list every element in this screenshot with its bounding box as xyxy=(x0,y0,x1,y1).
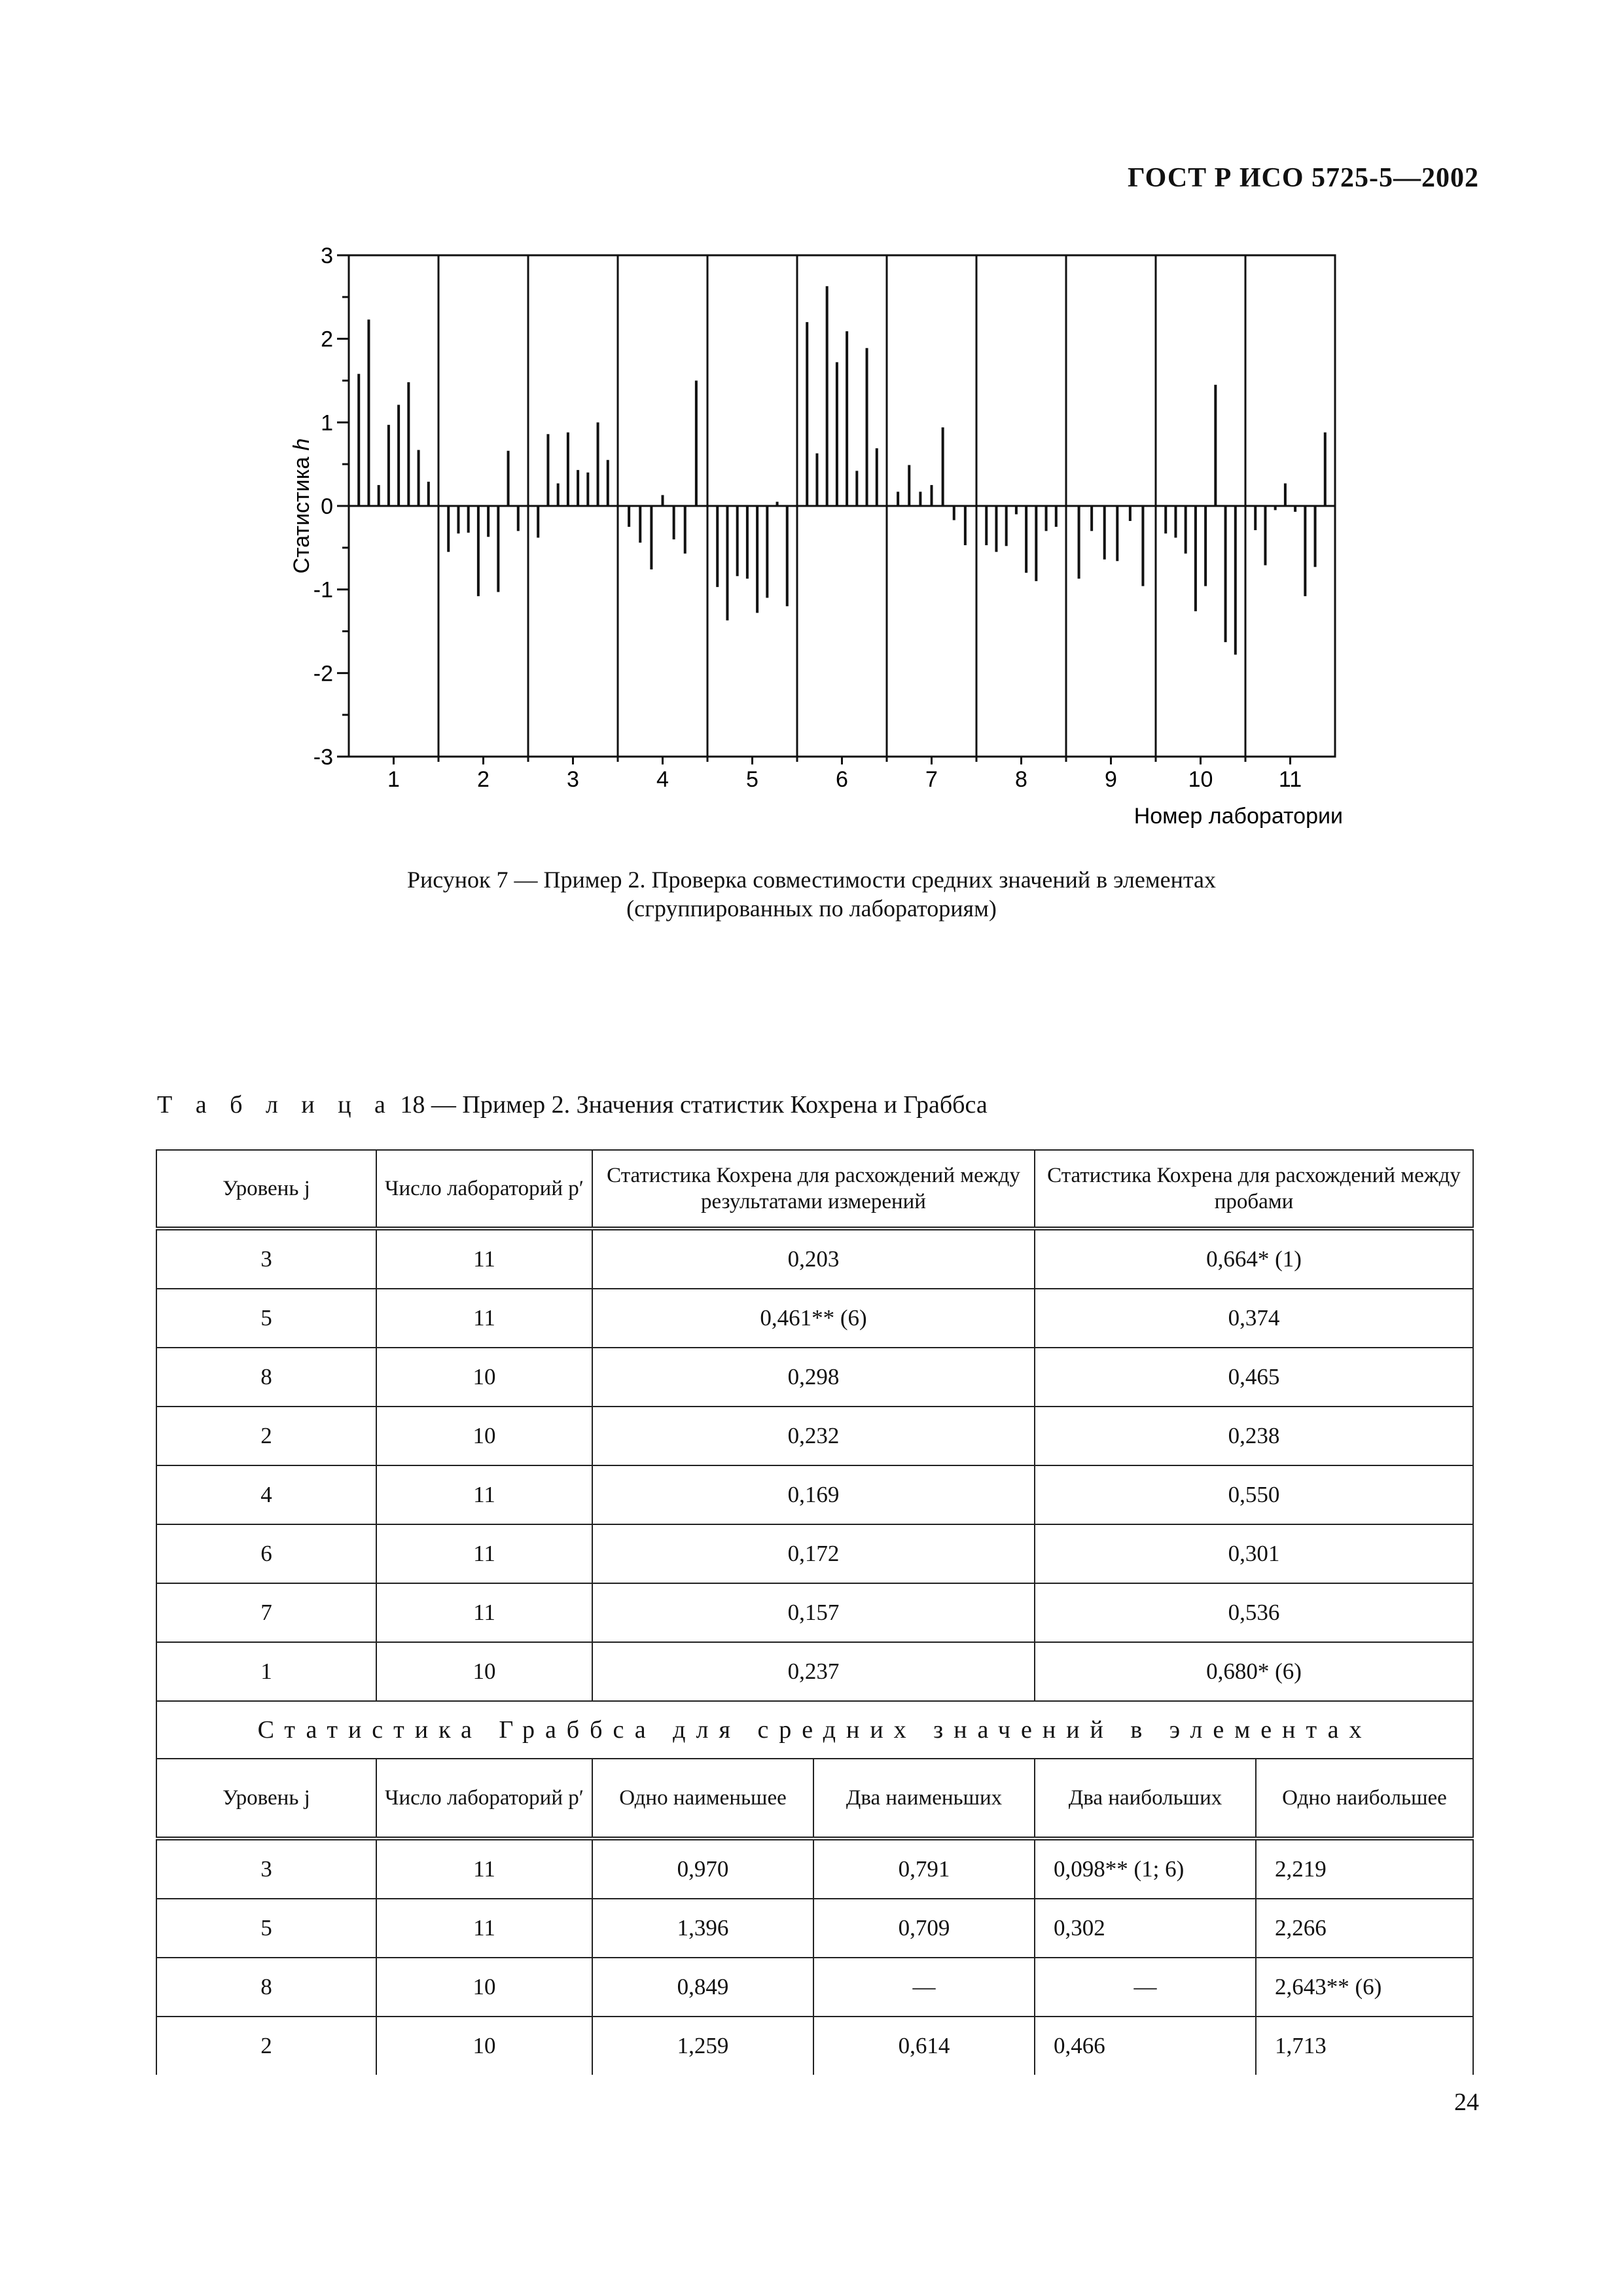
cell-cochran-samples: 0,238 xyxy=(1035,1407,1473,1465)
y-tick-label: -1 xyxy=(313,577,333,603)
x-tick-label: 6 xyxy=(836,767,848,792)
cell-lab-count: 10 xyxy=(376,2017,592,2075)
cell-level: 6 xyxy=(156,1524,376,1583)
cell-cochran-measurements: 0,461** (6) xyxy=(592,1289,1035,1348)
cell-level: 4 xyxy=(156,1465,376,1524)
header-level: Уровень j xyxy=(156,1759,376,1839)
x-tick-label: 10 xyxy=(1188,767,1213,792)
cell-cochran-samples: 0,550 xyxy=(1035,1465,1473,1524)
cell-lab-count: 10 xyxy=(376,1407,592,1465)
table-row xyxy=(156,1899,1473,1958)
y-tick-label: 1 xyxy=(321,410,333,436)
cell-cochran-measurements: 0,157 xyxy=(592,1583,1035,1642)
grubbs-header-row xyxy=(156,1759,1473,1839)
y-tick-label: 0 xyxy=(321,494,333,519)
cell-two-smallest: — xyxy=(813,1958,1035,2017)
table-title-text: 18 — Пример 2. Значения статистик Кохрена и Граббса xyxy=(393,1091,988,1119)
cell-level: 5 xyxy=(156,1289,376,1348)
table-row xyxy=(156,1583,1473,1642)
cell-lab-count: 11 xyxy=(376,1289,592,1348)
cell-cochran-samples: 0,374 xyxy=(1035,1289,1473,1348)
cell-cochran-measurements: 0,172 xyxy=(592,1524,1035,1583)
cell-lab-count: 11 xyxy=(376,1839,592,1899)
x-tick-label: 7 xyxy=(925,767,938,792)
header-cochran-samples: Статистика Кохрена для расхождений между пробами xyxy=(1035,1150,1473,1229)
figure-caption-line1: Рисунок 7 — Пример 2. Проверка совместимости средних значений в элементах xyxy=(406,867,1217,893)
cell-cochran-samples: 0,680* (6) xyxy=(1035,1642,1473,1701)
cell-one-largest: 1,713 xyxy=(1256,2017,1473,2075)
header-one-smallest: Одно наименьшее xyxy=(592,1759,813,1839)
x-axis-label: Номер лаборатории xyxy=(1133,804,1343,829)
cell-two-largest: 0,098** (1; 6) xyxy=(1035,1839,1256,1899)
header-one-largest: Одно наибольшее xyxy=(1256,1759,1473,1839)
header-cochran-measurements: Статистика Кохрена для расхождений между результатами измерений xyxy=(592,1150,1035,1229)
cell-level: 8 xyxy=(156,1348,376,1407)
y-tick-label: 3 xyxy=(321,243,333,268)
cell-one-smallest: 1,259 xyxy=(592,2017,813,2075)
table-row xyxy=(156,1407,1473,1465)
page-number: 24 xyxy=(1454,2089,1479,2116)
cell-lab-count: 10 xyxy=(376,1642,592,1701)
cell-lab-count: 11 xyxy=(376,1583,592,1642)
cell-lab-count: 11 xyxy=(376,1524,592,1583)
y-tick-label: -2 xyxy=(313,661,333,687)
x-tick-label: 3 xyxy=(567,767,579,792)
table-title xyxy=(157,1090,988,1119)
cell-level: 2 xyxy=(156,1407,376,1465)
cell-lab-count: 10 xyxy=(376,1958,592,2017)
header-two-largest: Два наибольших xyxy=(1035,1759,1256,1839)
cell-one-largest: 2,643** (6) xyxy=(1256,1958,1473,2017)
x-tick-label: 4 xyxy=(656,767,669,792)
table-row xyxy=(156,1642,1473,1701)
cell-level: 5 xyxy=(156,1899,376,1958)
table-row xyxy=(156,1958,1473,2017)
cell-one-largest: 2,219 xyxy=(1256,1839,1473,1899)
cell-level: 3 xyxy=(156,1229,376,1289)
cell-cochran-measurements: 0,169 xyxy=(592,1465,1035,1524)
grubbs-section-title: Статистика Граббса для средних значений в элементах xyxy=(156,1701,1473,1759)
header-two-smallest: Два наименьших xyxy=(813,1759,1035,1839)
cell-lab-count: 11 xyxy=(376,1465,592,1524)
header-lab-count: Число лабораторий p′ xyxy=(376,1759,592,1839)
table-row xyxy=(156,1839,1473,1899)
cell-cochran-measurements: 0,232 xyxy=(592,1407,1035,1465)
table-row xyxy=(156,1348,1473,1407)
cell-lab-count: 11 xyxy=(376,1899,592,1958)
document-code: ГОСТ Р ИСО 5725-5—2002 xyxy=(1127,163,1479,193)
x-tick-label: 5 xyxy=(746,767,758,792)
table-row xyxy=(156,2017,1473,2075)
y-tick-label: -3 xyxy=(313,745,333,770)
table-title-prefix: Т а б л и ц а xyxy=(157,1091,394,1119)
cell-level: 2 xyxy=(156,2017,376,2075)
cell-two-smallest: 0,709 xyxy=(813,1899,1035,1958)
cell-cochran-measurements: 0,237 xyxy=(592,1642,1035,1701)
cell-level: 8 xyxy=(156,1958,376,2017)
x-tick-label: 1 xyxy=(387,767,400,792)
cell-level: 1 xyxy=(156,1642,376,1701)
cell-two-largest: 0,466 xyxy=(1035,2017,1256,2075)
cell-two-largest: — xyxy=(1035,1958,1256,2017)
cell-one-smallest: 1,396 xyxy=(592,1899,813,1958)
table-row xyxy=(156,1524,1473,1583)
cell-lab-count: 10 xyxy=(376,1348,592,1407)
x-tick-label: 2 xyxy=(477,767,490,792)
cell-cochran-samples: 0,465 xyxy=(1035,1348,1473,1407)
cell-level: 3 xyxy=(156,1839,376,1899)
statistics-table xyxy=(156,1149,1474,2075)
header-level: Уровень j xyxy=(156,1150,376,1229)
cell-level: 7 xyxy=(156,1583,376,1642)
y-axis-label: Статистика h xyxy=(289,438,314,574)
header-lab-count: Число лабораторий p′ xyxy=(376,1150,592,1229)
table-row xyxy=(156,1289,1473,1348)
cell-one-smallest: 0,849 xyxy=(592,1958,813,2017)
h-statistic-chart xyxy=(0,0,1623,851)
cell-two-smallest: 0,614 xyxy=(813,2017,1035,2075)
cell-two-smallest: 0,791 xyxy=(813,1839,1035,1899)
x-tick-label: 9 xyxy=(1105,767,1117,792)
cell-one-largest: 2,266 xyxy=(1256,1899,1473,1958)
cell-two-largest: 0,302 xyxy=(1035,1899,1256,1958)
cell-cochran-samples: 0,664* (1) xyxy=(1035,1229,1473,1289)
cell-lab-count: 11 xyxy=(376,1229,592,1289)
y-tick-label: 2 xyxy=(321,327,333,352)
figure-caption-line2: (сгруппированных по лабораториям) xyxy=(626,895,997,922)
x-tick-label: 8 xyxy=(1015,767,1027,792)
cell-one-smallest: 0,970 xyxy=(592,1839,813,1899)
x-tick-label: 11 xyxy=(1278,767,1302,792)
table-row xyxy=(156,1465,1473,1524)
cell-cochran-samples: 0,301 xyxy=(1035,1524,1473,1583)
grubbs-section-title-row xyxy=(156,1701,1473,1759)
cochran-header-row xyxy=(156,1150,1473,1229)
cell-cochran-measurements: 0,298 xyxy=(592,1348,1035,1407)
cell-cochran-samples: 0,536 xyxy=(1035,1583,1473,1642)
cell-cochran-measurements: 0,203 xyxy=(592,1229,1035,1289)
table-row xyxy=(156,1229,1473,1289)
